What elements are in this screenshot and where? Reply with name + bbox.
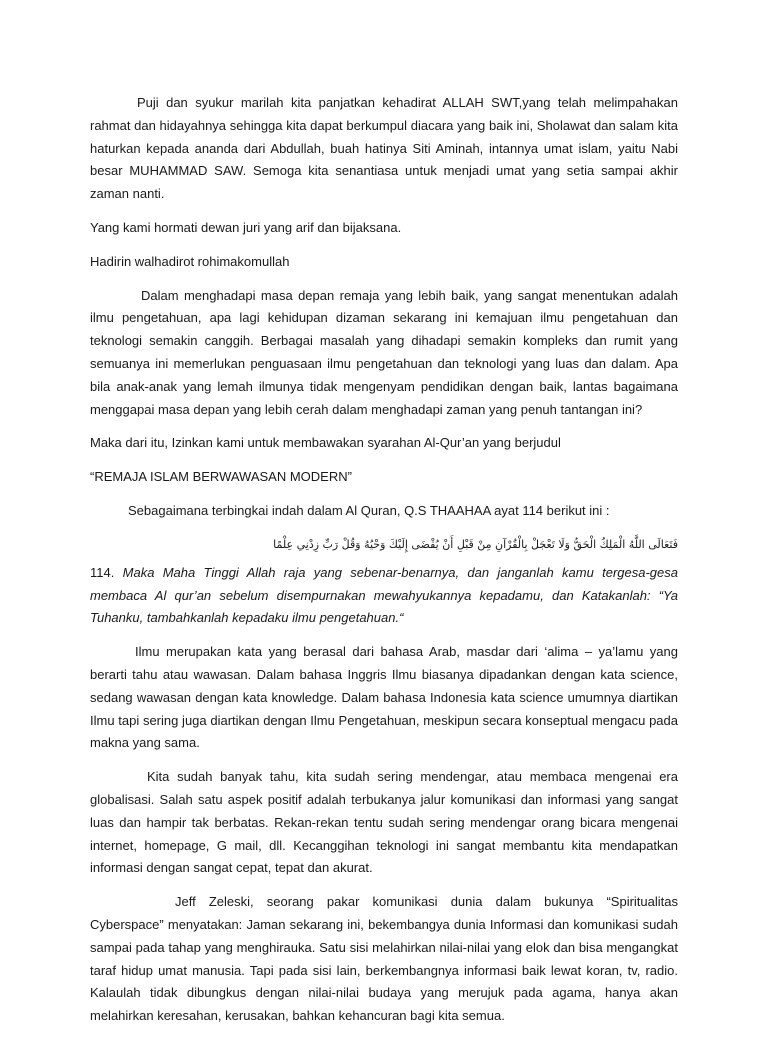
paragraph-greeting-jury: Yang kami hormati dewan juri yang arif dan bijaksana. — [90, 219, 402, 235]
paragraph-greeting-audience: Hadirin walhadirot rohimakomullah — [90, 253, 290, 269]
speech-title: “REMAJA ISLAM BERWAWASAN MODERN” — [90, 469, 352, 485]
verse-translation — [90, 562, 678, 630]
paragraph-intro: Dalam menghadapi masa depan remaja yang lebih baik, yang sangat menentukan adalah ilmu pengetahuan, apa lagi kehidupan dizaman sekarang ini kemajuan ilmu pengetahuan dan teknologi semakin canggih. Berbagai masalah yang dihadapi semakin kompleks dan rumit yang semuanya ini memerlukan penguasaan ilmu pengetahuan dan teknologi yang luas dan dalam. Apa bila anak-anak yang lemah ilmunya tidak mengenyam pendidikan dengan baik, lantas bagaimana menggapai masa depan yang lebih cerah dalam menghadapi zaman yang penuh tantangan ini? — [90, 287, 678, 417]
paragraph-ilmu: Ilmu merupakan kata yang berasal dari bahasa Arab, masdar dari ‘alima – ya’lamu yang berarti tahu atau wawasan. Dalam bahasa Inggris Ilmu biasanya dipadankan dengan kata science, sedang wawasan dengan kata knowledge. Dalam bahasa Indonesia kata science umumnya diartikan Ilmu tapi sering juga diartikan dengan Ilmu Pengetahuan, meskipun secara konseptual mengacu pada makna yang sama. — [90, 644, 678, 751]
verse-number: 114. — [90, 564, 115, 580]
document-page — [90, 92, 678, 1039]
paragraph-cyberspace: Jeff Zeleski, seorang pakar komunikasi dunia dalam bukunya “Spiritualitas Cyberspace” menyatakan: Jaman sekarang ini, bekembangya dunia Informasi dan komunikasi sudah sampai pada tahap yang menghirauka. Satu sisi melahirkan nilai-nilai yang elok dan bisa mengangkat taraf hidup umat manusia. Tapi pada sisi lain, berkembangnya informasi baik lewat koran, tv, radio. Kalaulah tidak dibungkus dengan nilai-nilai budaya yang merujuk pada agama, hanya akan melahirkan keresahan, kerusakan, bahkan kehancuran bagi kita semua. — [90, 894, 678, 1024]
paragraph-globalisasi: Kita sudah banyak tahu, kita sudah sering mendengar, atau membaca mengenai era globalisasi. Salah satu aspek positif adalah terbukanya jalur komunikasi dan informasi yang sangat luas dan hampir tak berbatas. Rekan-rekan tentu sudah sering mendengar orang bicara mengenai internet, homepage, G mail, dll. Kecanggihan teknologi ini sangat membantu kita mendapatkan informasi dengan sangat cepat, tepat dan akurat. — [90, 769, 678, 876]
arabic-verse: فَتَعَالَى اللَّهُ الْمَلِكُ الْحَقُّ وَلَا تَعْجَلْ بِالْقُرْآنِ مِنْ قَبْلِ أَنْ يُقْضَى إِلَيْكَ وَحْيُهُ وَقُلْ رَبِّ زِدْنِي عِلْمًا — [273, 537, 678, 551]
paragraph-opening: Puji dan syukur marilah kita panjatkan kehadirat ALLAH SWT,yang telah melimpahakan rahmat dan hidayahnya sehingga kita dapat berkumpul diacara yang baik ini, Sholawat dan salam kita haturkan kepada ananda dari Abdullah, buah hatinya Siti Aminah, intannya umat islam, yaitu Nabi besar MUHAMMAD SAW. Semoga kita senantiasa untuk menjadi umat yang setia sampai akhir zaman nanti. — [90, 95, 678, 202]
paragraph-syarahan: Maka dari itu, Izinkan kami untuk membawakan syarahan Al-Qur’an yang berjudul — [90, 435, 561, 451]
verse-translation-text: Maka Maha Tinggi Allah raja yang sebenar-benarnya, dan janganlah kamu tergesa-gesa membaca Al qur’an sebelum disempurnakan mewahyukannya kepadamu, dan Katakanlah: “Ya Tuhanku, tambahkanlah kepadaku ilmu pengetahuan.“ — [90, 564, 678, 626]
paragraph-quran-reference: Sebagaimana terbingkai indah dalam Al Quran, Q.S THAAHAA ayat 114 berikut ini : — [128, 502, 610, 518]
